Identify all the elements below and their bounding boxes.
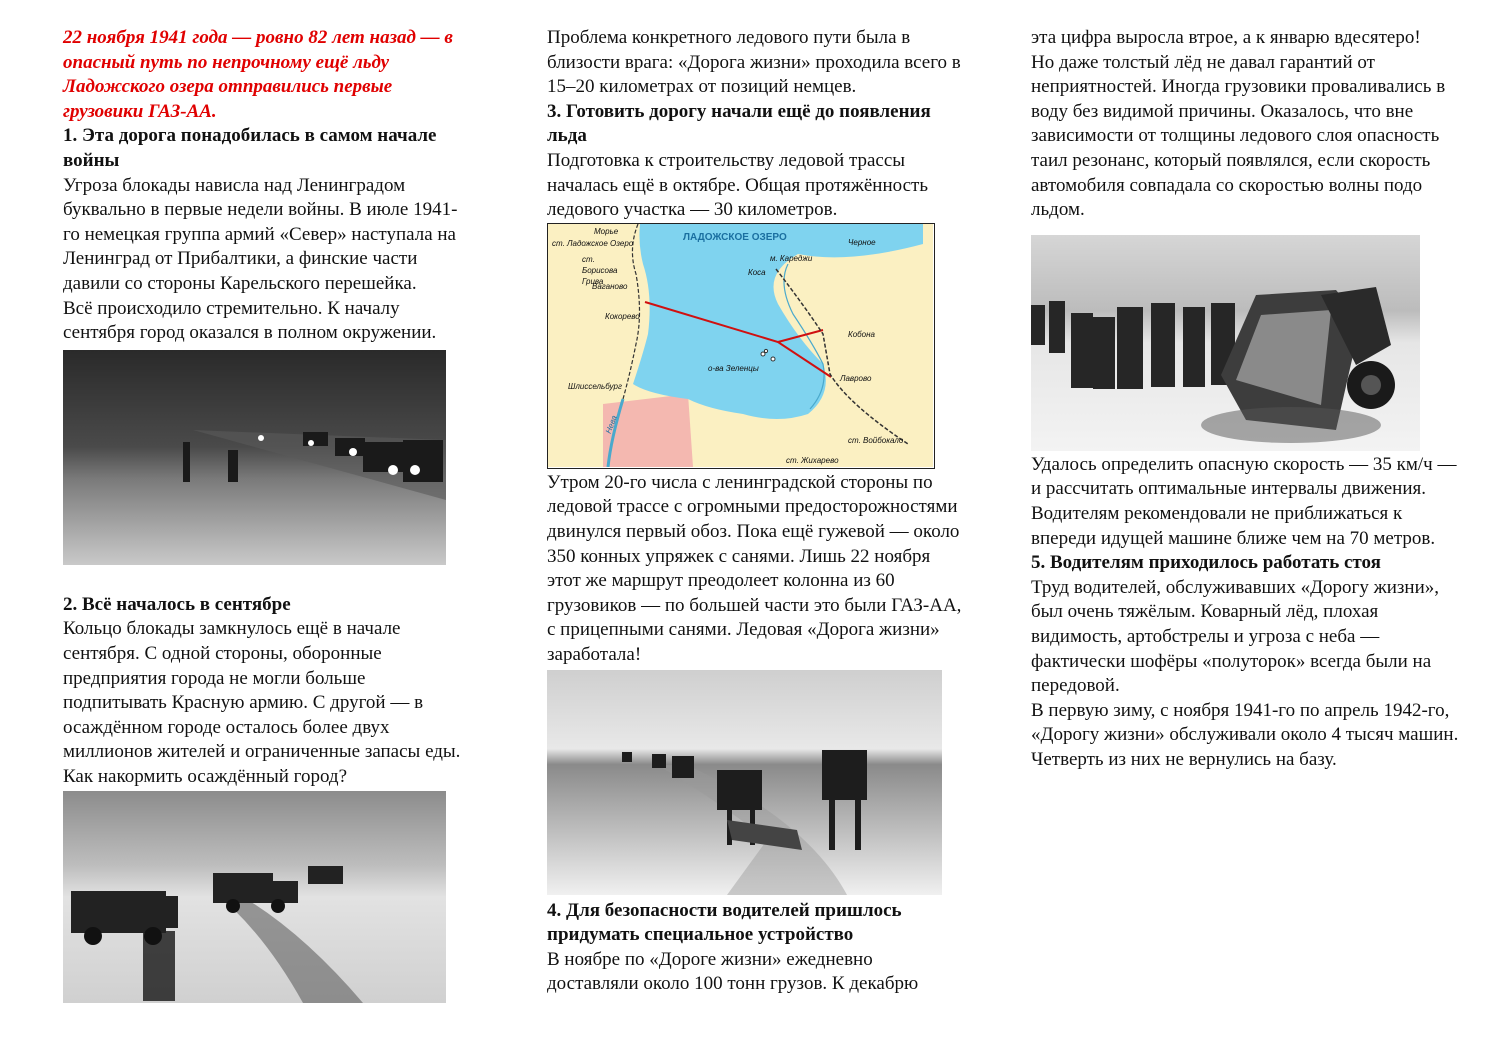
photo-horse-sleds bbox=[547, 670, 942, 895]
heading-2: 2. Всё началось в сентябре bbox=[63, 593, 291, 615]
photo-night-convoy bbox=[63, 350, 446, 565]
paragraph: Всё происходило стремительно. К началу сентября город оказался в полном окружении. bbox=[63, 297, 437, 344]
column-3 bbox=[1031, 26, 1461, 772]
paragraph: эта цифра выросла втрое, а к январю вдесятеро! bbox=[1031, 27, 1421, 48]
map-label-kokorevo: Кокорево bbox=[605, 311, 640, 321]
map-label-morye: Морье bbox=[594, 226, 619, 236]
paragraph: Угроза блокады нависла над Ленинградом буквально в первые недели войны. В июле 1941-го немецкая группа армий «Север» наступала на Ленинград от Прибалтики, а финские части давили со стороны Карельского перешейка. bbox=[63, 174, 458, 294]
paragraph: Удалось определить опасную скорость — 35 км/ч — и рассчитать оптимальные интервалы движения. Водителям рекомендовали не приближаться к впереди идущей машине ближе чем на 70 метров. bbox=[1031, 453, 1457, 549]
heading-4: 4. Для безопасности водителей пришлось придумать специальное устройство bbox=[547, 899, 902, 946]
column-2 bbox=[547, 26, 967, 997]
map-label-kosa: Коса bbox=[748, 267, 766, 277]
intro-text: 22 ноября 1941 года — ровно 82 лет назад — в опасный путь по непрочному ещё льду Ладожского озера отправились первые грузовики ГАЗ-АА. bbox=[63, 27, 453, 122]
map-label-shlisselburg: Шлиссельбург bbox=[568, 381, 622, 391]
heading-5: 5. Водителям приходилось работать стоя bbox=[1031, 552, 1381, 574]
map-label-karedzhi: м. Кареджи bbox=[770, 253, 813, 263]
map-label-kobona: Кобона bbox=[848, 329, 875, 339]
map-label-zelentsy: о-ва Зеленцы bbox=[708, 363, 759, 373]
map-label-ladozhskoe: ст. Ладожское Озеро bbox=[552, 238, 634, 248]
paragraph: Подготовка к строительству ледовой трассы началась ещё в октябре. Общая протяжённость ледового участка — 30 километров. bbox=[547, 149, 929, 221]
map-label-voybokalo: ст. Войбокало bbox=[848, 435, 904, 445]
map-label-vaganovo: Ваганово bbox=[592, 281, 628, 291]
photo-trucks-on-ice bbox=[63, 791, 446, 1003]
map-lake-label: ЛАДОЖСКОЕ ОЗЕРО bbox=[683, 231, 787, 243]
paragraph: Проблема конкретного ледового пути была в близости врага: «Дорога жизни» проходила всего в 15–20 километрах от позиций немцев. bbox=[547, 27, 961, 98]
paragraph: В первую зиму, с ноября 1941-го по апрель 1942-го, «Дорогу жизни» обслуживали около 4 тысяч машин. Четверть из них не вернулись на базу. bbox=[1031, 699, 1459, 770]
map-label-lavrovo: Лаврово bbox=[840, 373, 872, 383]
map-label-chernoe: Черное bbox=[848, 237, 876, 247]
map-label-neva: Нева bbox=[603, 413, 619, 435]
map-label-borisova: ст. Борисова Грива bbox=[582, 254, 618, 286]
photo-truck-through-ice bbox=[1031, 235, 1420, 451]
map-label-zhikharevo: ст. Жихарево bbox=[786, 455, 839, 465]
paragraph: Но даже толстый лёд не давал гарантий от неприятностей. Иногда грузовики проваливались в воду без видимой причины. Оказалось, что вне зависимости от толщины ледового слоя опасность таил резонанс, который появлялся, если скорость автомобиля совпадала со скоростью волны подо льдом. bbox=[1031, 51, 1446, 221]
heading-1: 1. Эта дорога понадобилась в самом начале войны bbox=[63, 125, 437, 171]
paragraph: Утром 20-го числа с ленинградской стороны по ледовой трассе с огромными предосторожностями двинулся первый обоз. Пока ещё гужевой — около 350 конных упряжек с санями. Лишь 22 ноября этот же маршрут преодолеет колонна из 60 грузовиков — по большей части это были ГАЗ-АА, с прицепными санями. Ледовая «Дорога жизни» заработала! bbox=[547, 471, 962, 665]
paragraph: Кольцо блокады замкнулось ещё в начале сентября. С одной стороны, оборонные предприятия города не могли больше подпитывать Красную армию. С другой — в осаждённом городе осталось более двух миллионов жителей и ограниченные запасы еды. Как накормить осаждённый город? bbox=[63, 618, 461, 787]
column-1 bbox=[63, 26, 463, 1003]
heading-3: 3. Готовить дорогу начали ещё до появления льда bbox=[547, 100, 931, 147]
paragraph: Труд водителей, обслуживавших «Дорогу жизни», был очень тяжёлым. Коварный лёд, плохая видимость, артобстрелы и угроза с неба — фактически шофёры «полуторок» всегда были на передовой. bbox=[1031, 576, 1439, 697]
map-road-of-life bbox=[547, 223, 935, 469]
paragraph: В ноябре по «Дороге жизни» ежедневно доставляли около 100 тонн грузов. К декабрю bbox=[547, 948, 919, 995]
